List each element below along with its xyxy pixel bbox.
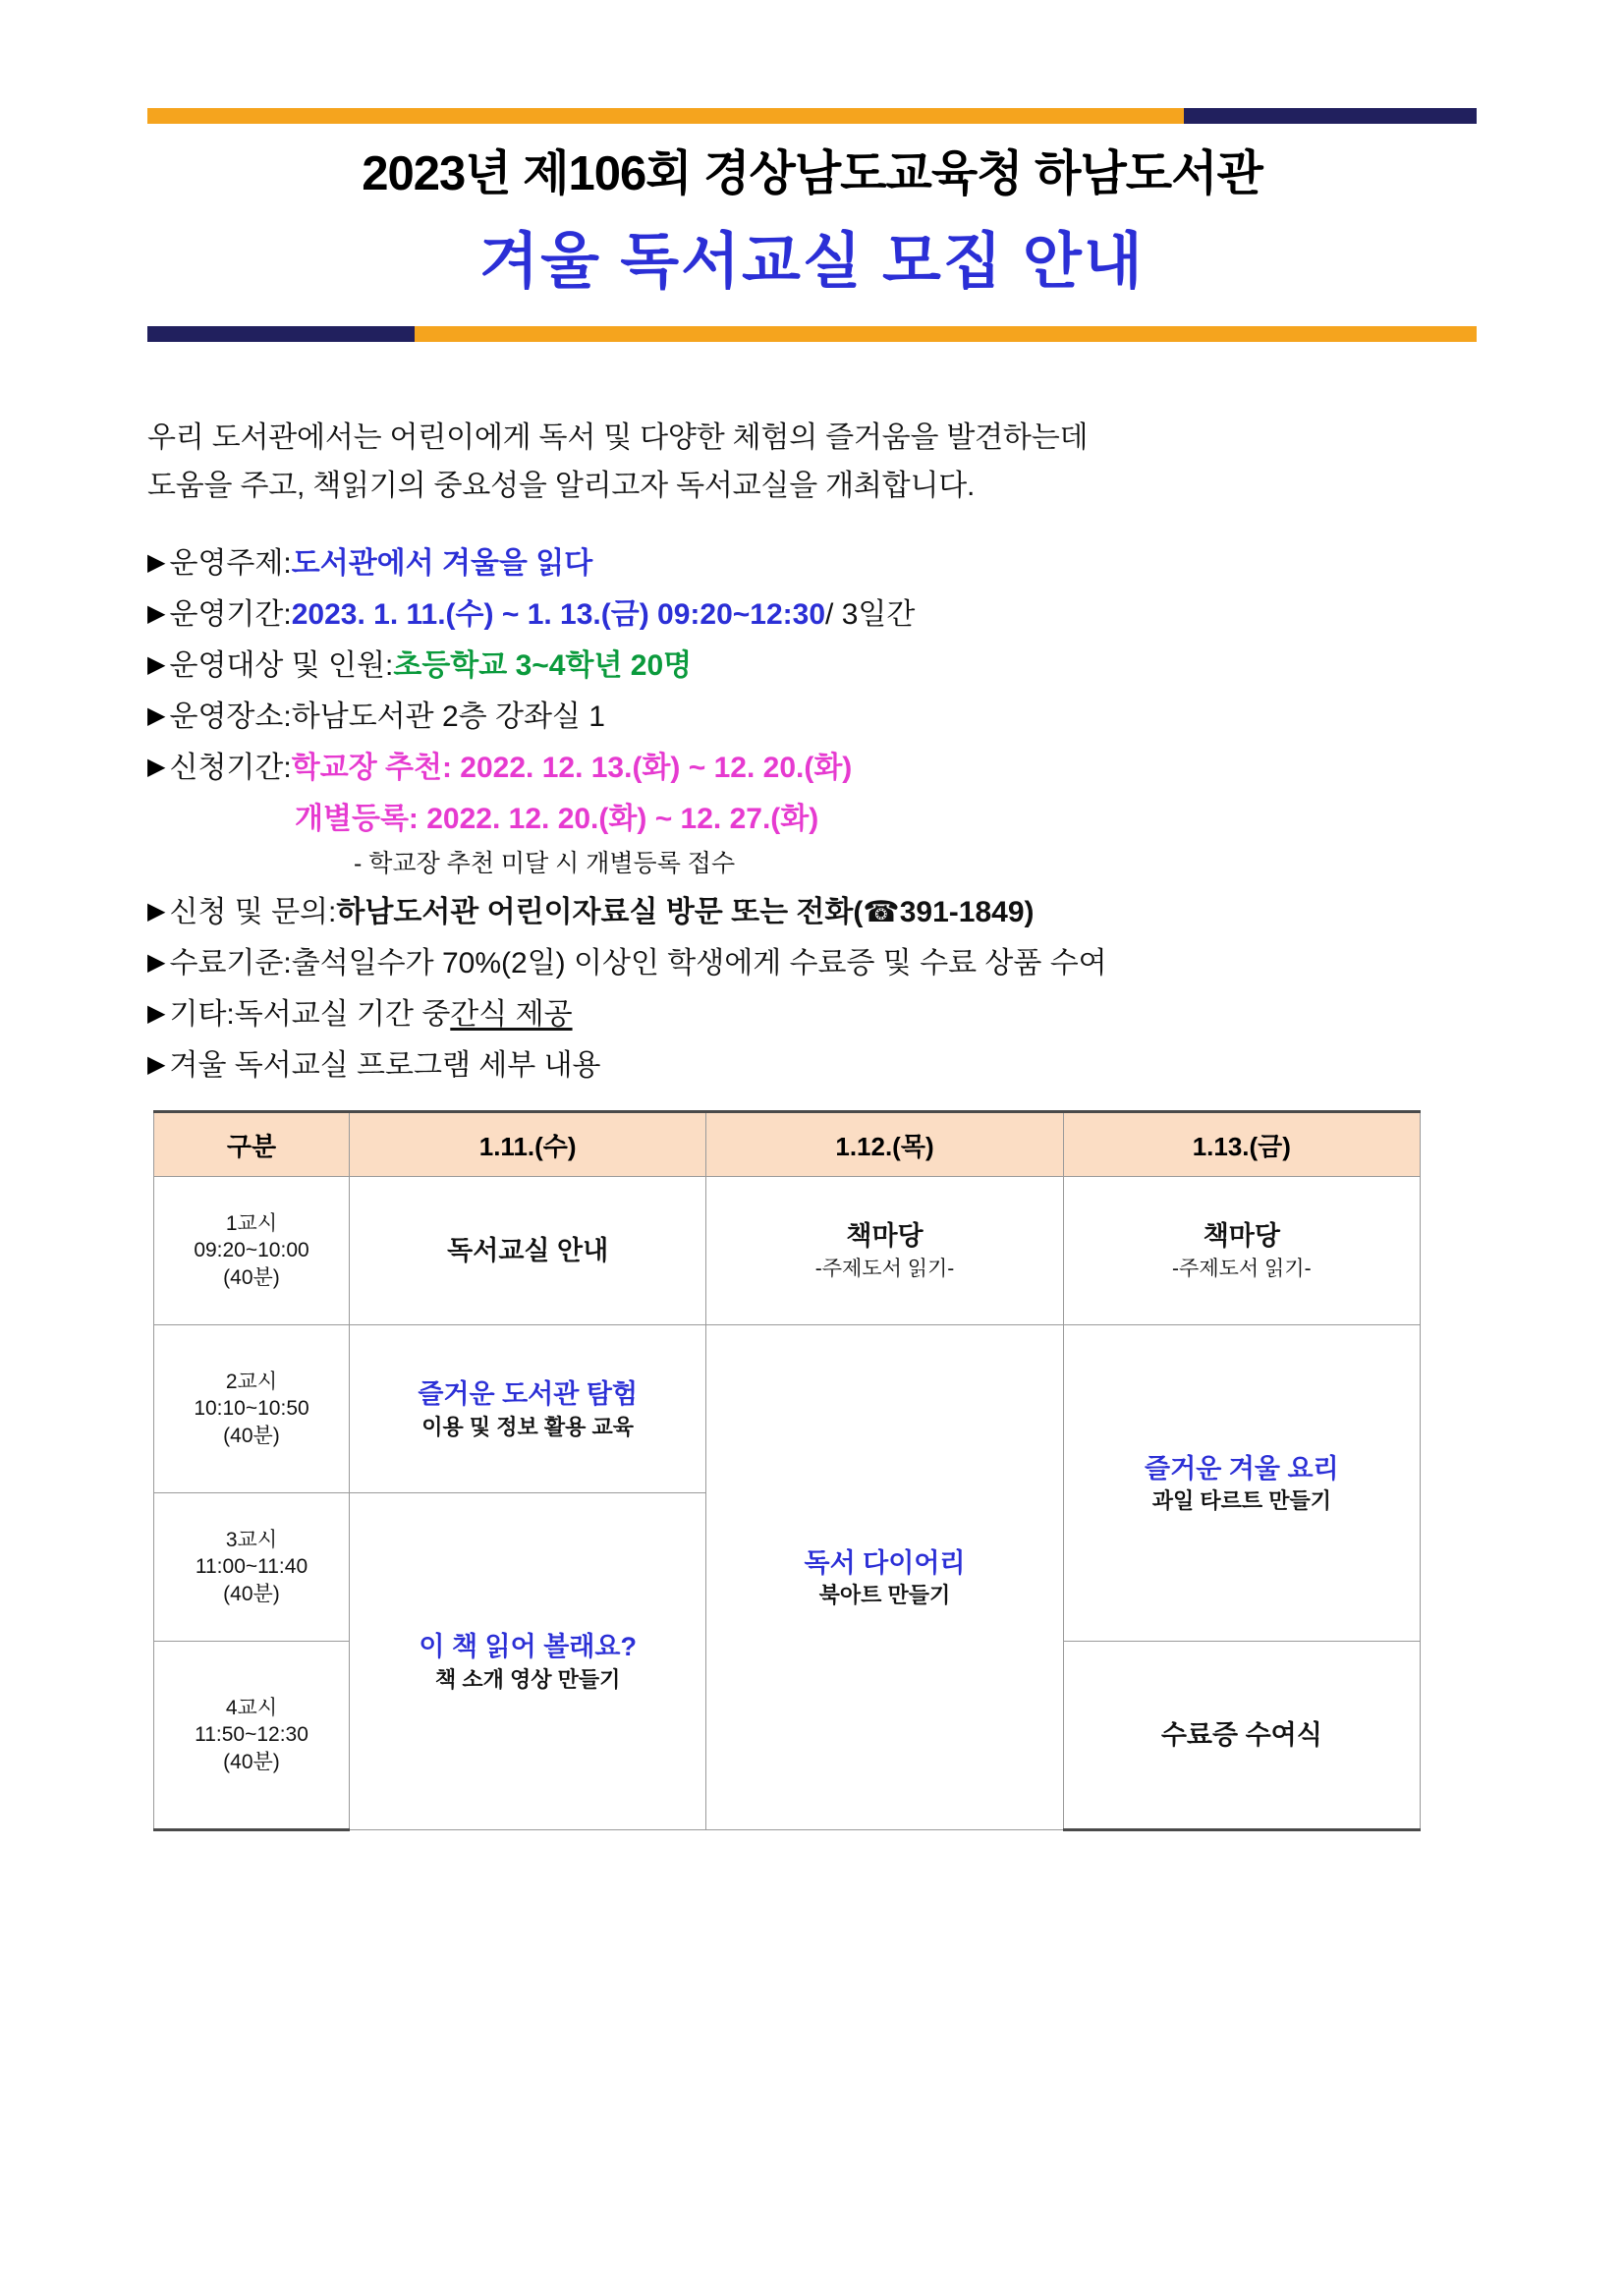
- period-duration: (40분): [223, 1266, 280, 1290]
- period-duration: (40분): [223, 1583, 280, 1606]
- page-title-line1: 2023년 제106회 경상남도교육청 하남도서관: [362, 147, 1262, 200]
- info-label-etc: 기타:: [169, 998, 235, 1032]
- info-value-apply-individual: 개별등록: 2022. 12. 20.(화) ~ 12. 27.(화): [295, 803, 819, 836]
- info-label-apply-period: 신청기간:: [169, 752, 292, 785]
- bullet-marker-icon: ▶: [147, 549, 166, 577]
- bullet-marker-icon: ▶: [147, 651, 166, 679]
- info-value-completion: 출석일수가 70%(2일) 이상인 학생에게 수료증 및 수료 상품 수여: [291, 947, 1107, 980]
- period-name: 1교시: [225, 1211, 278, 1235]
- period-time: 10:10~10:50: [194, 1397, 309, 1421]
- cell-day1-period2: [350, 1325, 706, 1493]
- info-label-period: 운영기간:: [169, 598, 292, 632]
- info-label-theme: 운영주제:: [169, 547, 292, 581]
- intro-line-1: 우리 도서관에서는 어린이에게 독서 및 다양한 체험의 즐거움을 발견하는데: [147, 421, 1089, 454]
- info-value-target: 초등학교 3~4학년 20명: [393, 649, 693, 683]
- header-bar-bottom-right: [415, 326, 1477, 342]
- cell-subtitle: 이용 및 정보 활용 교육: [421, 1414, 635, 1439]
- period-time: 09:20~10:00: [194, 1239, 309, 1262]
- page-title-line2: 겨울 독서교실 모집 안내: [479, 228, 1145, 296]
- period-duration: (40분): [223, 1425, 280, 1448]
- cell-day1-period3to4: [350, 1493, 706, 1830]
- info-label-program: 겨울 독서교실 프로그램 세부 내용: [169, 1049, 601, 1083]
- intro-paragraph: [147, 415, 1477, 510]
- info-item-place: [147, 702, 1477, 732]
- table-header-row: [154, 1112, 1421, 1177]
- info-value-place: 하남도서관 2층 강좌실 1: [291, 700, 605, 734]
- info-item-target: [147, 651, 1477, 681]
- info-label-completion: 수료기준:: [169, 947, 292, 980]
- schedule-table: [153, 1110, 1421, 1831]
- cell-subtitle: 북아트 만들기: [818, 1583, 951, 1608]
- cell-day3-period1: [1063, 1177, 1420, 1325]
- bullet-marker-icon: ▶: [147, 949, 166, 977]
- cell-day3-period2to3: [1063, 1325, 1420, 1642]
- info-label-place: 운영장소:: [169, 700, 292, 734]
- table-header-day1: 1.11.(수): [350, 1112, 706, 1177]
- period-cell-4: [154, 1642, 350, 1830]
- info-value-apply-school: 학교장 추천: 2022. 12. 13.(화) ~ 12. 20.(화): [291, 752, 853, 785]
- schedule-table-wrapper: [147, 1110, 1477, 1831]
- cell-title: 독서교실 안내: [447, 1235, 609, 1265]
- cell-day2-period2to4: [706, 1325, 1063, 1830]
- info-item-completion: [147, 949, 1477, 979]
- info-label-contact: 신청 및 문의:: [169, 896, 337, 929]
- bullet-marker-icon: ▶: [147, 754, 166, 781]
- period-duration: (40분): [223, 1751, 280, 1774]
- info-value-period: 2023. 1. 11.(수) ~ 1. 13.(금) 09:20~12:30: [291, 598, 826, 632]
- period-name: 4교시: [225, 1696, 278, 1719]
- header-bar-top-right: [1184, 108, 1477, 124]
- cell-day3-period4: [1063, 1642, 1420, 1830]
- table-row: [154, 1177, 1421, 1325]
- cell-day2-period1: [706, 1177, 1063, 1325]
- cell-title: 책마당: [1203, 1221, 1280, 1252]
- info-value-contact: 하남도서관 어린이자료실 방문 또는 전화(☎391-1849): [336, 896, 1035, 929]
- period-cell-3: [154, 1493, 350, 1642]
- info-value-etc: 독서교실 기간 중: [234, 998, 451, 1032]
- info-value-period-tail: / 3일간: [825, 598, 916, 632]
- info-label-target: 운영대상 및 인원:: [169, 649, 394, 683]
- cell-title: 즐거운 겨울 요리: [1145, 1453, 1339, 1484]
- cell-title: 이 책 읽어 볼래요?: [419, 1632, 637, 1662]
- info-item-period: [147, 600, 1477, 630]
- cell-title: 독서 다이어리: [804, 1547, 966, 1578]
- info-value-etc-emphasis: 간식 제공: [450, 998, 573, 1032]
- period-time: 11:00~11:40: [195, 1555, 308, 1579]
- cell-title: 즐거운 도서관 탐험: [418, 1379, 638, 1410]
- bullet-marker-icon: ▶: [147, 600, 166, 628]
- cell-subtitle: -주제도서 읽기-: [814, 1257, 955, 1280]
- info-item-etc: [147, 1000, 1477, 1030]
- cell-title: 수료증 수여식: [1160, 1719, 1322, 1750]
- table-row: [154, 1325, 1421, 1493]
- info-note-apply: - 학교장 추천 미달 시 개별등록 접수: [354, 850, 736, 878]
- cell-title: 책마당: [846, 1221, 924, 1252]
- period-time: 11:50~12:30: [195, 1723, 308, 1747]
- intro-line-2: 도움을 주고, 책읽기의 중요성을 알리고자 독서교실을 개최합니다.: [147, 469, 976, 502]
- bullet-marker-icon: ▶: [147, 898, 166, 925]
- bullet-marker-icon: ▶: [147, 702, 166, 730]
- info-item-apply-period: [147, 754, 1477, 783]
- cell-subtitle: -주제도서 읽기-: [1172, 1257, 1312, 1280]
- info-item-program-heading: [147, 1051, 1477, 1081]
- period-name: 3교시: [225, 1528, 278, 1551]
- info-item-theme: [147, 549, 1477, 579]
- table-header-day2: 1.12.(목): [706, 1112, 1063, 1177]
- period-cell-2: [154, 1325, 350, 1493]
- period-cell-1: [154, 1177, 350, 1325]
- cell-subtitle: 책 소개 영상 만들기: [434, 1666, 621, 1692]
- info-item-contact: [147, 898, 1477, 927]
- bullet-marker-icon: ▶: [147, 1051, 166, 1079]
- header-bar-bottom-left: [147, 326, 415, 342]
- cell-day1-period1: [350, 1177, 706, 1325]
- cell-subtitle: 과일 타르트 만들기: [1151, 1488, 1331, 1514]
- table-header-day3: 1.13.(금): [1063, 1112, 1420, 1177]
- table-header-division: 구분: [154, 1112, 350, 1177]
- poster-header: [147, 108, 1477, 354]
- info-value-theme: 도서관에서 겨울을 읽다: [291, 547, 593, 581]
- period-name: 2교시: [225, 1370, 278, 1393]
- info-list: [147, 549, 1477, 1081]
- header-bar-top-left: [147, 108, 1184, 124]
- bullet-marker-icon: ▶: [147, 1000, 166, 1028]
